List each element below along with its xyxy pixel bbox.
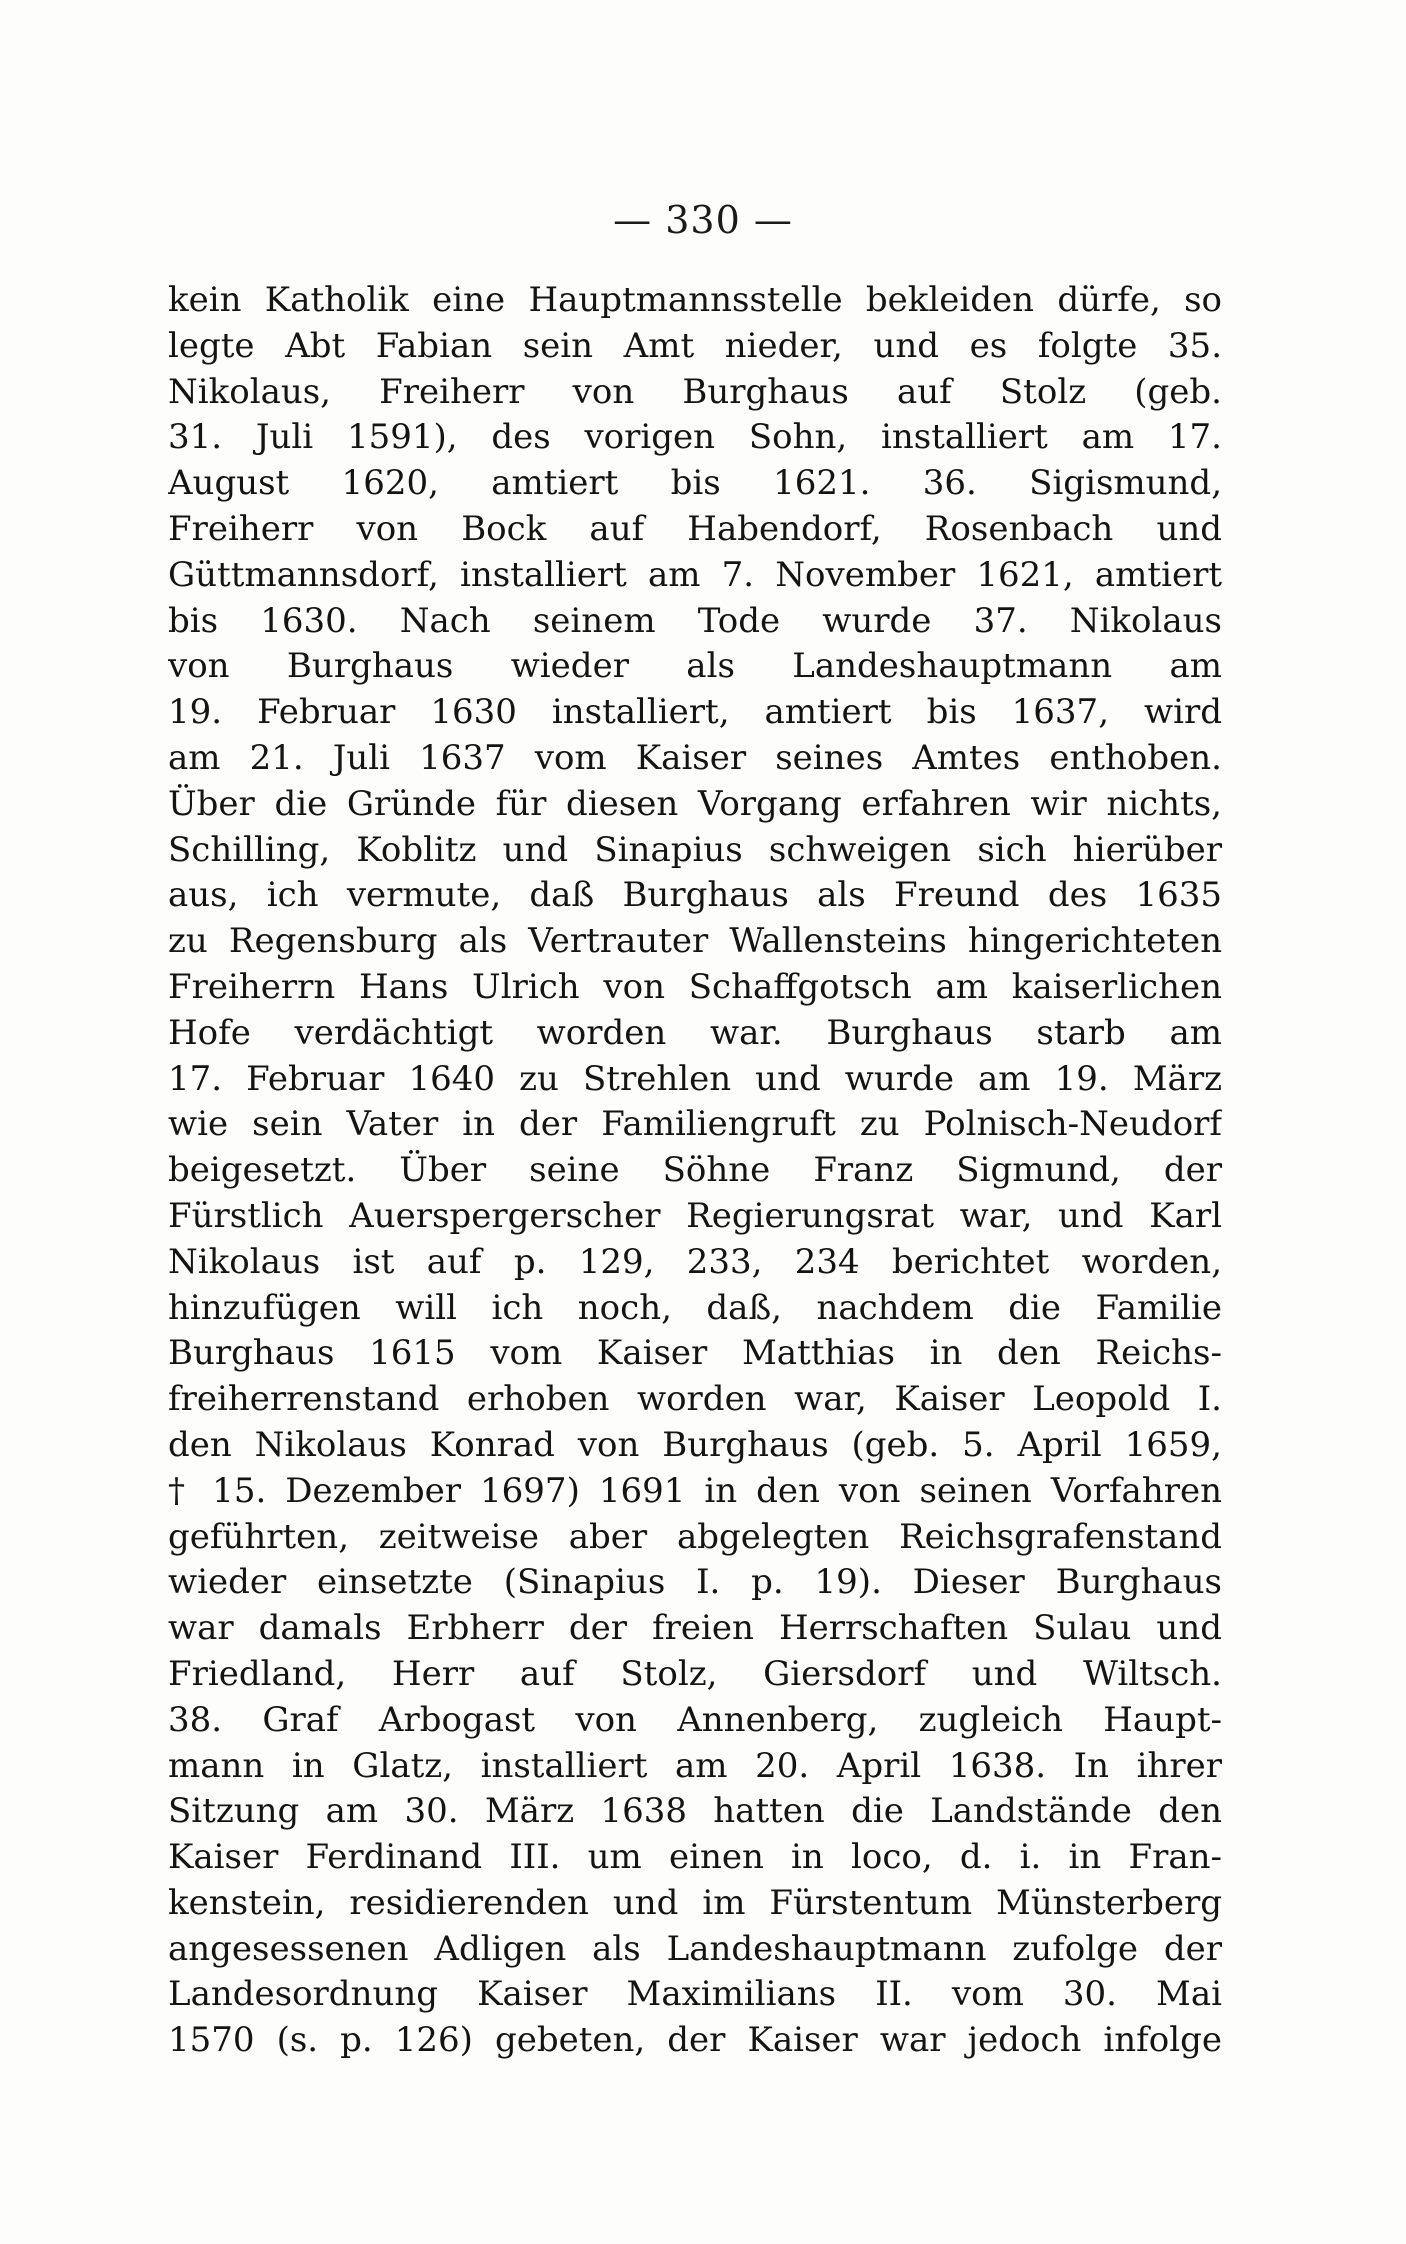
text-line: freiherrenstand erhoben worden war, Kaiser Leopold I. — [168, 1379, 1222, 1420]
text-line: Nikolaus ist auf p. 129, 233, 234 berichtet worden, — [168, 1241, 1222, 1282]
text-line: am 21. Juli 1637 vom Kaiser seines Amtes enthoben. — [168, 737, 1222, 778]
text-line: Burghaus 1615 vom Kaiser Matthias in den Reichs- — [168, 1333, 1222, 1374]
text-line: kein Katholik eine Hauptmannsstelle bekleiden dürfe, so — [168, 280, 1222, 320]
text-line: mann in Glatz, installiert am 20. April 1638. In ihrer — [168, 1745, 1222, 1786]
text-line: Nikolaus, Freiherr von Burghaus auf Stolz (geb. — [168, 371, 1222, 412]
text-line: beigesetzt. Über seine Söhne Franz Sigmund, der — [168, 1150, 1222, 1191]
text-line: kenstein, residierenden und im Fürstentum Münsterberg — [168, 1882, 1222, 1923]
text-line: August 1620, amtiert bis 1621. 36. Sigismund, — [168, 463, 1222, 504]
text-line: Freiherr von Bock auf Habendorf, Rosenbach und — [168, 508, 1222, 549]
text-line: hinzufügen will ich noch, daß, nachdem die Familie — [168, 1287, 1222, 1328]
text-line: Über die Gründe für diesen Vorgang erfahren wir nichts, — [168, 783, 1222, 824]
page-number: — 330 — — [613, 198, 793, 242]
text-line: aus, ich vermute, daß Burghaus als Freund des 1635 — [168, 875, 1222, 916]
text-line: Friedland, Herr auf Stolz, Giersdorf und Wiltsch. — [168, 1653, 1222, 1694]
text-line: Schilling, Koblitz und Sinapius schweigen sich hierüber — [168, 829, 1222, 870]
text-line: 17. Februar 1640 zu Strehlen und wurde am 19. März — [168, 1058, 1222, 1099]
text-line: Landesordnung Kaiser Maximilians II. vom 30. Mai — [168, 1974, 1222, 2015]
text-line: † 15. Dezember 1697) 1691 in den von seinen Vorfahren — [168, 1470, 1222, 1511]
text-line: geführten, zeitweise aber abgelegten Reichsgrafenstand — [168, 1516, 1222, 1557]
text-line: 31. Juli 1591), des vorigen Sohn, installiert am 17. — [168, 417, 1222, 458]
text-line: 19. Februar 1630 installiert, amtiert bis 1637, wird — [168, 692, 1222, 733]
text-line: bis 1630. Nach seinem Tode wurde 37. Nikolaus — [168, 600, 1222, 641]
text-line: Kaiser Ferdinand III. um einen in loco, d. i. in Fran- — [168, 1837, 1222, 1878]
text-line: Hofe verdächtigt worden war. Burghaus starb am — [168, 1012, 1222, 1053]
text-line: Güttmannsdorf, installiert am 7. November 1621, amtiert — [168, 554, 1222, 595]
text-line: den Nikolaus Konrad von Burghaus (geb. 5. April 1659, — [168, 1424, 1222, 1465]
text-line: wieder einsetzte (Sinapius I. p. 19). Dieser Burghaus — [168, 1562, 1222, 1603]
text-line: Sitzung am 30. März 1638 hatten die Landstände den — [168, 1791, 1222, 1832]
body-text — [168, 278, 1222, 2064]
text-line: von Burghaus wieder als Landeshauptmann am — [168, 646, 1222, 687]
text-line: legte Abt Fabian sein Amt nieder, und es folgte 35. — [168, 325, 1222, 366]
text-line: 1570 (s. p. 126) gebeten, der Kaiser war jedoch infolge — [168, 2020, 1222, 2061]
text-line: Fürstlich Auerspergerscher Regierungsrat war, und Karl — [168, 1195, 1222, 1236]
text-line: angesessenen Adligen als Landeshauptmann zufolge der — [168, 1928, 1222, 1969]
text-line: zu Regensburg als Vertrauter Wallensteins hingerichteten — [168, 921, 1222, 962]
text-line: wie sein Vater in der Familiengruft zu Polnisch-Neudorf — [168, 1104, 1222, 1145]
text-line: war damals Erbherr der freien Herrschaften Sulau und — [168, 1608, 1222, 1649]
text-line: Freiherrn Hans Ulrich von Schaffgotsch am kaiserlichen — [168, 966, 1222, 1007]
text-line: 38. Graf Arbogast von Annenberg, zugleich Haupt- — [168, 1699, 1222, 1740]
